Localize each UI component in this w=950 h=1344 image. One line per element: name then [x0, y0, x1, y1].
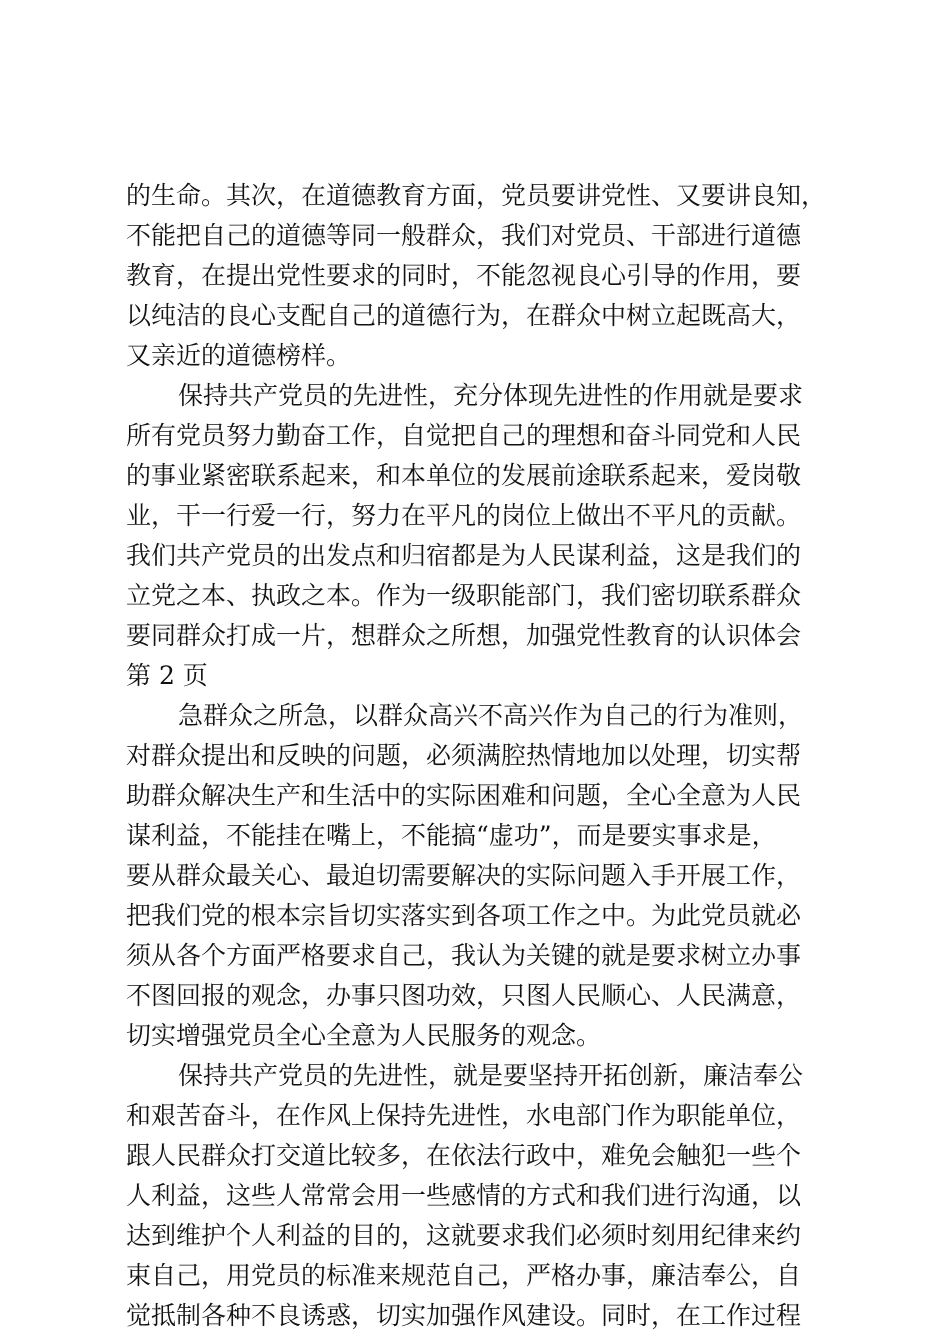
text-line: 跟人民群众打交道比较多，在依法行政中，难免会触犯一些个	[126, 1141, 802, 1170]
text-line: 不图回报的观念，办事只图功效，只图人民顺心、人民满意，	[126, 981, 802, 1010]
paragraph-start-line: 急群众之所急，以群众高兴不高兴作为自己的行为准则，	[178, 701, 804, 730]
text-line: 的事业紧密联系起来，和本单位的发展前途联系起来，爱岗敬	[126, 461, 802, 490]
text-line: 要从群众最关心、最迫切需要解决的实际问题入手开展工作，	[126, 861, 802, 890]
paragraph-start-line: 保持共产党员的先进性，充分体现先进性的作用就是要求	[178, 381, 804, 410]
text-line: 的生命。其次，在道德教育方面，党员要讲党性、又要讲良知，	[126, 181, 827, 210]
text-line: 我们共产党员的出发点和归宿都是为人民谋利益，这是我们的	[126, 541, 802, 570]
text-line: 切实增强党员全心全意为人民服务的观念。	[126, 1021, 602, 1050]
text-line: 束自己，用党员的标准来规范自己，严格办事，廉洁奉公，自	[126, 1261, 802, 1290]
text-line: 须从各个方面严格要求自己，我认为关键的就是要求树立办事	[126, 941, 802, 970]
text-line: 助群众解决生产和生活中的实际困难和问题，全心全意为人民	[126, 781, 802, 810]
paragraph-start-line: 保持共产党员的先进性，就是要坚持开拓创新，廉洁奉公	[178, 1061, 804, 1090]
text-line: 把我们党的根本宗旨切实落实到各项工作之中。为此党员就必	[126, 901, 802, 930]
text-line: 立党之本、执政之本。作为一级职能部门，我们密切联系群众	[126, 581, 802, 610]
text-line: 谋利益，不能挂在嘴上，不能搞“虚功”，而是要实事求是，	[126, 821, 777, 850]
text-line: 业，干一行爱一行，努力在平凡的岗位上做出不平凡的贡献。	[126, 501, 802, 530]
text-line: 人利益，这些人常常会用一些感情的方式和我们进行沟通，以	[126, 1181, 802, 1210]
text-line: 达到维护个人利益的目的，这就要求我们必须时刻用纪律来约	[126, 1221, 802, 1250]
text-line: 不能把自己的道德等同一般群众，我们对党员、干部进行道德	[126, 221, 802, 250]
text-line: 要同群众打成一片，想群众之所想，加强党性教育的认识体会	[126, 621, 802, 650]
text-line: 教育，在提出党性要求的同时，不能忽视良心引导的作用，要	[126, 261, 802, 290]
text-line: 又亲近的道德榜样。	[126, 341, 352, 370]
text-line: 所有党员努力勤奋工作，自觉把自己的理想和奋斗同党和人民	[126, 421, 802, 450]
text-line: 以纯洁的良心支配自己的道德行为，在群众中树立起既高大，	[126, 301, 802, 330]
text-line: 对群众提出和反映的问题，必须满腔热情地加以处理，切实帮	[126, 741, 802, 770]
text-line: 和艰苦奋斗，在作风上保持先进性，水电部门作为职能单位，	[126, 1101, 802, 1130]
text-line: 觉抵制各种不良诱惑，切实加强作风建设。同时，在工作过程	[126, 1301, 802, 1330]
page-marker-line: 第 2 页	[126, 661, 208, 690]
